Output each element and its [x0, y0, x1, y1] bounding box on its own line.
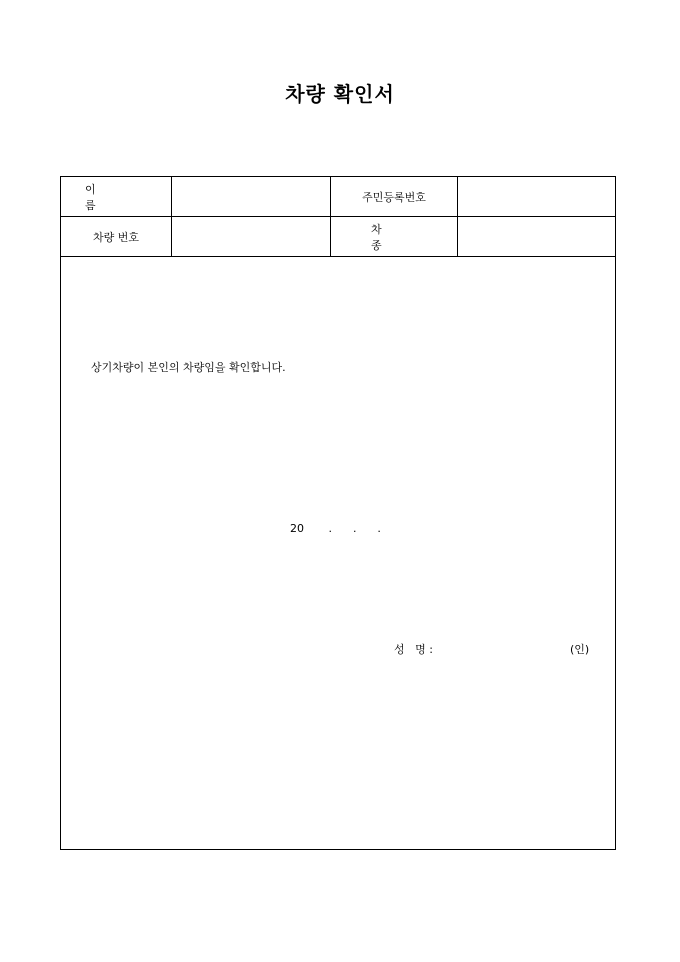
seal-mark: (인) — [570, 643, 590, 656]
vehicle-type-value-cell[interactable] — [458, 217, 615, 256]
name-label: 이 름 — [61, 177, 172, 216]
vehicle-type-label: 차 종 — [331, 217, 458, 256]
resident-number-label: 주민등록번호 — [331, 177, 458, 216]
document-title: 차량 확인서 — [285, 82, 395, 106]
form-box — [60, 176, 616, 850]
resident-number-value-cell[interactable] — [458, 177, 615, 216]
name-value-cell[interactable] — [172, 177, 331, 216]
table-row-name — [61, 177, 615, 217]
vehicle-number-value-cell[interactable] — [172, 217, 331, 256]
signature-name-label: 성 명 : — [394, 643, 433, 656]
vehicle-number-label: 차량 번호 — [61, 217, 172, 256]
confirmation-statement: 상기차량이 본인의 차량임을 확인합니다. — [91, 361, 286, 374]
table-row-vehicle — [61, 217, 615, 257]
date-line: 20 . . . — [290, 522, 381, 535]
